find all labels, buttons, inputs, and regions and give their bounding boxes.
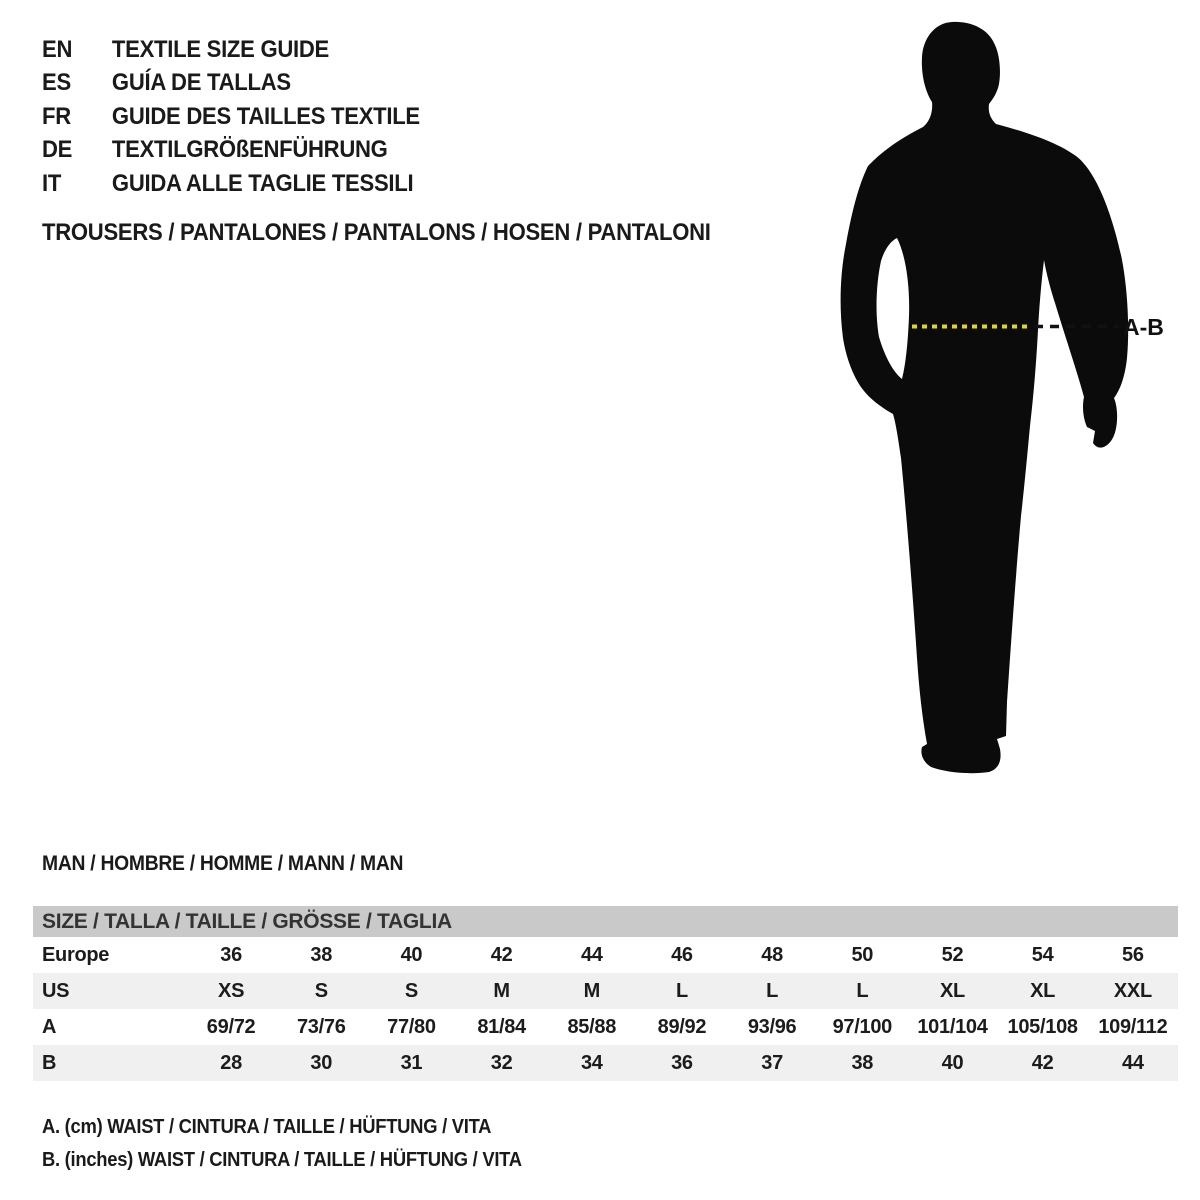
silhouette-shape xyxy=(841,22,1129,773)
size-cell: 38 xyxy=(310,943,333,966)
size-cell: 69/72 xyxy=(206,1015,256,1038)
size-cell: 77/80 xyxy=(387,1015,436,1038)
size-cell: 30 xyxy=(310,1051,333,1074)
man-silhouette xyxy=(820,10,1180,790)
language-label: TEXTILGRÖßENFÜHRUNG xyxy=(111,136,388,164)
language-label: GUIDE DES TAILLES TEXTILE xyxy=(111,102,420,130)
size-table xyxy=(33,906,1178,1081)
size-cell: 40 xyxy=(941,1051,964,1074)
language-row xyxy=(42,100,420,134)
language-code: IT xyxy=(42,169,62,197)
size-cell: L xyxy=(675,979,688,1002)
language-code: DE xyxy=(42,136,73,164)
language-row xyxy=(42,67,420,101)
footnote-inches: B. (inches) WAIST / CINTURA / TAILLE / HÜFTUNG / VITA xyxy=(42,1149,522,1171)
size-cell: 109/112 xyxy=(1098,1015,1168,1038)
size-cell: 52 xyxy=(941,943,964,966)
language-label: GUÍA DE TALLAS xyxy=(111,69,291,97)
size-row-label: B xyxy=(42,1051,57,1074)
language-list xyxy=(42,33,420,201)
language-row xyxy=(42,167,420,201)
size-row-a xyxy=(33,1009,1178,1045)
size-cell: 105/108 xyxy=(1007,1015,1078,1038)
size-cell: XS xyxy=(218,979,245,1002)
size-cell: 56 xyxy=(1122,943,1144,966)
size-row-b xyxy=(33,1045,1178,1081)
language-row xyxy=(42,134,420,168)
product-line-title: TROUSERS / PANTALONES / PANTALONS / HOSEN / PANTALONI xyxy=(42,219,711,246)
size-cell: XL xyxy=(1030,979,1056,1002)
size-cell: 48 xyxy=(761,943,783,966)
size-cell: 54 xyxy=(1031,943,1054,966)
language-label: TEXTILE SIZE GUIDE xyxy=(111,35,330,63)
footnote-cm: A. (cm) WAIST / CINTURA / TAILLE / HÜFTUNG / VITA xyxy=(42,1116,492,1138)
size-cell: 44 xyxy=(1122,1051,1144,1074)
size-cell: 85/88 xyxy=(567,1015,617,1038)
size-cell: 42 xyxy=(490,943,513,966)
size-table-header: SIZE / TALLA / TAILLE / GRÖSSE / TAGLIA xyxy=(42,909,452,933)
size-cell: 97/100 xyxy=(832,1015,892,1038)
size-cell: S xyxy=(404,979,418,1002)
size-cell: 81/84 xyxy=(477,1015,526,1038)
size-row-label: Europe xyxy=(42,943,110,966)
size-cell: 101/104 xyxy=(917,1015,988,1038)
size-cell: 73/76 xyxy=(296,1015,346,1038)
size-cell: 44 xyxy=(580,943,603,966)
language-code: FR xyxy=(42,102,71,130)
size-cell: 40 xyxy=(400,943,423,966)
size-cell: XXL xyxy=(1113,979,1152,1002)
size-row-label: US xyxy=(42,979,70,1002)
size-cell: 31 xyxy=(400,1051,423,1074)
size-cell: M xyxy=(493,979,510,1002)
size-cell: 32 xyxy=(490,1051,513,1074)
size-table-body xyxy=(33,906,1178,1081)
language-label: GUIDA ALLE TAGLIE TESSILI xyxy=(111,169,414,197)
size-cell: 36 xyxy=(220,943,242,966)
size-row-label: A xyxy=(42,1015,57,1038)
measure-label-ab: A-B xyxy=(1123,314,1164,340)
size-cell: XL xyxy=(939,979,965,1002)
size-cell: 93/96 xyxy=(747,1015,797,1038)
language-code: ES xyxy=(42,69,71,97)
size-cell: S xyxy=(314,979,328,1002)
size-cell: 28 xyxy=(220,1051,242,1074)
size-row-us xyxy=(33,973,1178,1009)
footnotes xyxy=(42,1111,522,1177)
size-cell: 46 xyxy=(671,943,693,966)
language-row xyxy=(42,33,420,67)
size-cell: 34 xyxy=(580,1051,603,1074)
size-cell: 38 xyxy=(851,1051,874,1074)
size-cell: L xyxy=(856,979,869,1002)
man-silhouette-figure xyxy=(820,10,1180,790)
size-cell: L xyxy=(766,979,779,1002)
size-cell: 37 xyxy=(761,1051,783,1074)
size-cell: M xyxy=(583,979,600,1002)
size-row-europe xyxy=(33,937,1178,973)
size-cell: 36 xyxy=(671,1051,693,1074)
language-code: EN xyxy=(42,35,73,63)
size-cell: 89/92 xyxy=(657,1015,707,1038)
gender-heading: MAN / HOMBRE / HOMME / MANN / MAN xyxy=(42,852,404,875)
size-cell: 42 xyxy=(1031,1051,1054,1074)
size-table-header-row xyxy=(33,906,1178,937)
size-cell: 50 xyxy=(851,943,874,966)
